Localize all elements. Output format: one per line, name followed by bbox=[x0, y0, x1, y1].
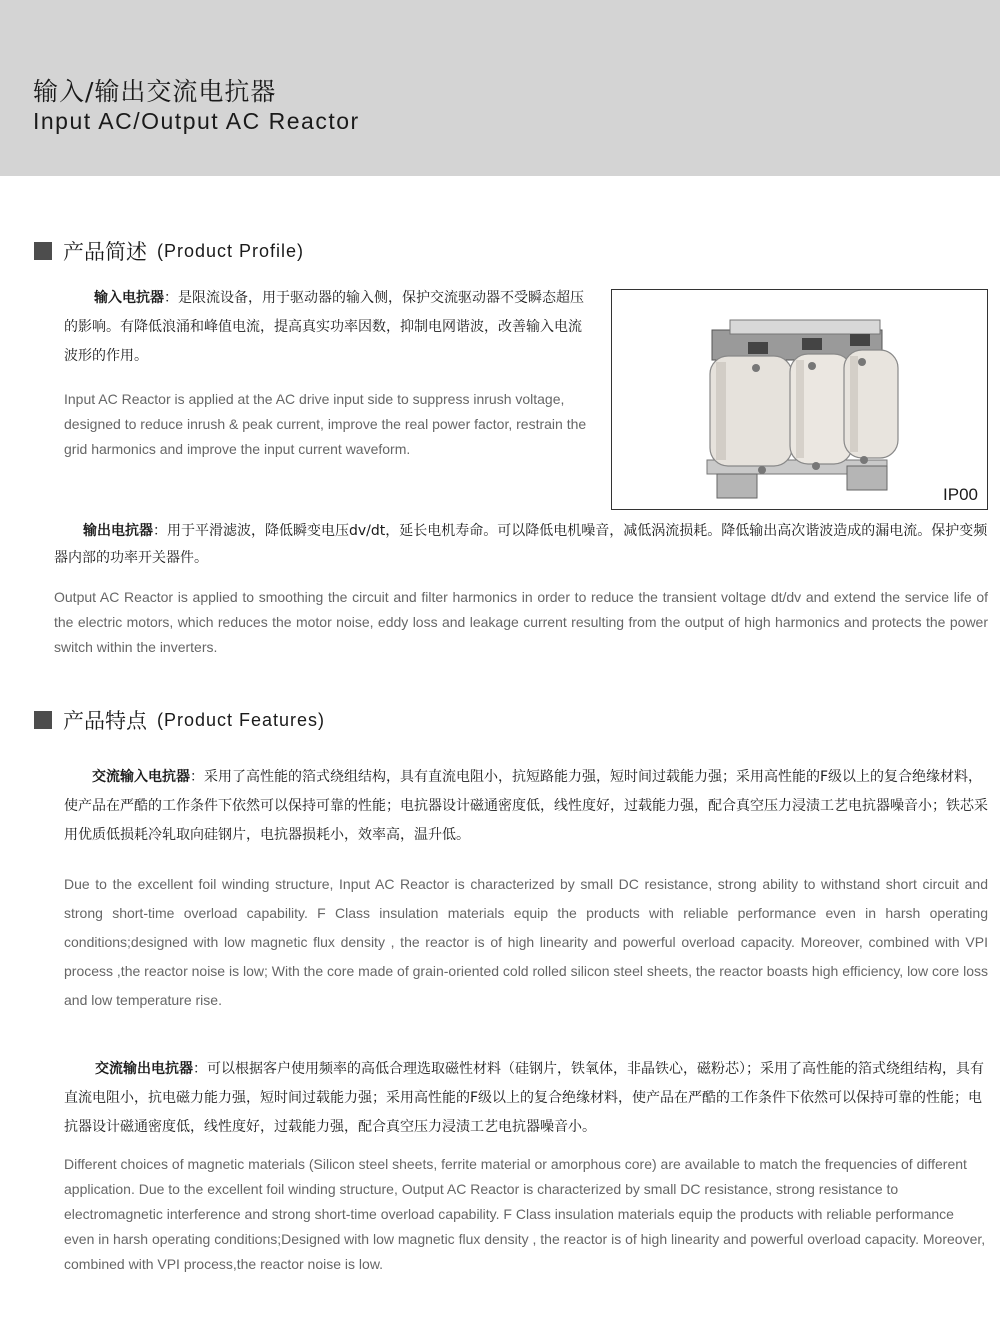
profile-output-text-cn: ：用于平滑滤波，降低瞬变电压dv/dt，延长电机寿命。可以降低电机噪音，减低涡流损耗。降低输出高次谐波造成的漏电流。保护变频器内部的功率开关器件。 bbox=[54, 523, 988, 566]
section-heading-cn: 产品特点 bbox=[63, 709, 147, 733]
profile-input-cn-paragraph bbox=[64, 284, 594, 371]
profile-output-en-paragraph: Output AC Reactor is applied to smoothing the circuit and filter harmonics in order to reduce the transient voltage dt/dv and extend the service life of the electric motors, which reduces the motor noise, eddy loss and leakage current resulting from the output of high harmonics and protects the power switch within the inverters. bbox=[54, 589, 988, 655]
section-heading-en: (Product Features) bbox=[157, 709, 326, 730]
product-image-frame bbox=[611, 289, 988, 510]
features-input-text-cn: ：采用了高性能的箔式绕组结构，具有直流电阻小，抗短路能力强，短时间过载能力强；采用高性能的F级以上的复合绝缘材料，使产品在严酷的工作条件下依然可以保持可靠的性能；电抗器设计磁通密度低，线性度好，过载能力强，配合真空压力浸渍工艺电抗器噪音小；铁芯采用优质低损耗冷轧取向硅钢片，电抗器损耗小，效率高，温升低。 bbox=[64, 769, 988, 843]
section-bullet-square bbox=[34, 711, 52, 729]
section-heading-en: (Product Profile) bbox=[157, 240, 305, 261]
profile-input-text-cn: ：是限流设备，用于驱动器的输入侧，保护交流驱动器不受瞬态超压的影响。有降低浪涌和峰值电流，提高真实功率因数，抑制电网谐波，改善输入电流波形的作用。 bbox=[64, 290, 584, 364]
section-heading-profile bbox=[34, 236, 304, 266]
profile-output-cn-paragraph bbox=[54, 518, 988, 572]
section-heading-cn: 产品简述 bbox=[63, 240, 147, 264]
profile-output-term: 输出电抗器 bbox=[83, 523, 153, 539]
profile-input-en-paragraph: Input AC Reactor is applied at the AC drive input side to suppress inrush voltage, designed to reduce inrush & peak current, improve the real power factor, restrain the grid harmonics and improve the input current waveform. bbox=[64, 391, 587, 457]
page-title-en: Input AC/Output AC Reactor bbox=[33, 108, 360, 134]
enclosure-rating-label: IP00 bbox=[943, 485, 978, 504]
features-output-en-paragraph: Different choices of magnetic materials (Silicon steel sheets, ferrite material or amorphous core) are available to match the frequencies of different application. Due to the excellent foil winding structure, Output AC Reactor is characterized by small DC resistance, strong resistance to electromagnetic interference and strong short-time overload capability. F Class insulation materials equip the products with reliable performance even in harsh operating conditions;Designed with low magnetic flux density , the reactor is of high linearity and powerful overload capacity. Moreover, combined with VPI process,the reactor noise is low. bbox=[64, 1156, 986, 1272]
features-input-cn-paragraph bbox=[64, 763, 988, 850]
profile-input-term: 输入电抗器 bbox=[94, 290, 164, 306]
features-input-term: 交流输入电抗器 bbox=[92, 769, 190, 785]
header-banner bbox=[0, 0, 1000, 176]
page-title-cn: 输入/输出交流电抗器 bbox=[33, 77, 277, 106]
reactor-illustration bbox=[612, 290, 989, 511]
section-bullet-square bbox=[34, 242, 52, 260]
features-output-cn-paragraph bbox=[64, 1055, 988, 1142]
features-output-term: 交流输出电抗器 bbox=[95, 1061, 193, 1077]
section-heading-features bbox=[34, 705, 325, 735]
features-output-text-cn: ：可以根据客户使用频率的高低合理选取磁性材料（硅钢片，铁氧体，非晶铁心，磁粉芯）；采用了高性能的箔式绕组结构，具有直流电阻小，抗电磁力能力强，短时间过载能力强；采用高性能的F级以上的复合绝缘材料，使产品在严酷的工作条件下依然可以保持可靠的性能；电抗器设计磁通密度低，线性度好，过载能力强，配合真空压力浸渍工艺电抗器噪音小。 bbox=[64, 1061, 984, 1135]
features-input-en-paragraph: Due to the excellent foil winding structure, Input AC Reactor is characterized by small DC resistance, strong ability to withstand short circuit and strong short-time overload capability. F Class insulation materials equip the products with reliable performance even in harsh operating conditions;designed with low magnetic flux density , the reactor is of high linearity and powerful overload capacity. Moreover, combined with VPI process ,the reactor noise is low; With the core made of grain-oriented cold rolled silicon steel sheets, the reactor boasts high efficiency, low core loss and low temperature rise. bbox=[64, 876, 988, 1008]
